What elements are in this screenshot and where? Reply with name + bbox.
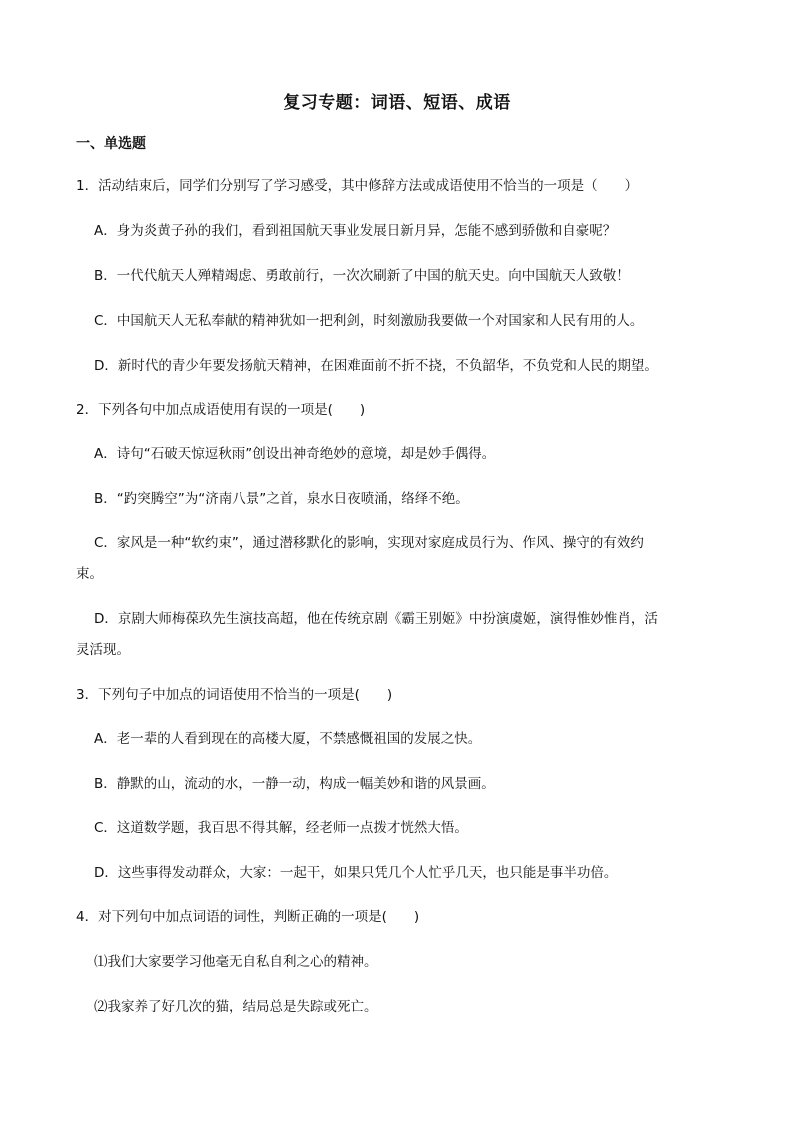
question-2-option-c-line-1: C．家风是一种“软约束”，通过潜移默化的影响，实现对家庭成员行为、作风、操守的有效约 — [94, 535, 644, 551]
question-4-stem: 4．对下列句中加点词语的词性，判断正确的一项是( ) — [76, 909, 420, 925]
question-3-option-c: C．这道数学题，我百思不得其解，经老师一点拨才恍然大悟。 — [94, 820, 468, 836]
question-4-sentence-2: ⑵我家养了好几次的猫，结局总是失踪或死亡。 — [94, 999, 378, 1015]
question-2-option-b: B．“趵突腾空”为“济南八景”之首，泉水日夜喷涌，络绎不绝。 — [94, 491, 469, 507]
question-2-stem: 2．下列各句中加点成语使用有误的一项是( ) — [76, 402, 366, 418]
question-1-option-b: B．一代代航天人殚精竭虑、勇敢前行，一次次刷新了中国的航天史。向中国航天人致敬！ — [94, 268, 630, 284]
question-1-option-c: C．中国航天人无私奉献的精神犹如一把利剑，时刻激励我要做一个对国家和人民有用的人。 — [94, 313, 644, 329]
question-3-stem: 3．下列句子中加点的词语使用不恰当的一项是( ) — [76, 687, 393, 703]
question-1-option-a: A．身为炎黄子孙的我们，看到祖国航天事业发展日新月异，怎能不感到骄傲和自豪呢？ — [94, 223, 617, 239]
page-title: 复习专题：词语、短语、成语 — [283, 93, 511, 113]
question-2-option-c-line-2: 束。 — [76, 566, 103, 582]
question-2-option-a: A．诗句“石破天惊逗秋雨”创设出神奇绝妙的意境，却是妙手偶得。 — [94, 446, 496, 462]
question-3-option-d: D．这些事得发动群众，大家：一起干，如果只凭几个人忙乎几天，也只能是事半功倍。 — [94, 865, 618, 881]
question-1-stem: 1．活动结束后，同学们分别写了学习感受，其中修辞方法或成语使用不恰当的一项是（ ） — [76, 178, 639, 194]
question-2-option-d-line-2: 灵活现。 — [76, 642, 130, 658]
section-heading: 一、单选题 — [76, 136, 146, 152]
question-2-option-d-line-1: D．京剧大师梅葆玖先生演技高超，他在传统京剧《霸王别姬》中扮演虞姬，演得惟妙惟肖，活 — [94, 611, 658, 627]
question-1-option-d: D．新时代的青少年要发扬航天精神，在困难面前不折不挠，不负韶华，不负党和人民的期望。 — [94, 358, 658, 374]
question-4-sentence-1: ⑴我们大家要学习他毫无自私自利之心的精神。 — [94, 954, 378, 970]
question-3-option-b: B．静默的山，流动的水，一静一动，构成一幅美妙和谐的风景画。 — [94, 776, 495, 792]
question-3-option-a: A．老一辈的人看到现在的高楼大厦，不禁感慨祖国的发展之快。 — [94, 731, 482, 747]
